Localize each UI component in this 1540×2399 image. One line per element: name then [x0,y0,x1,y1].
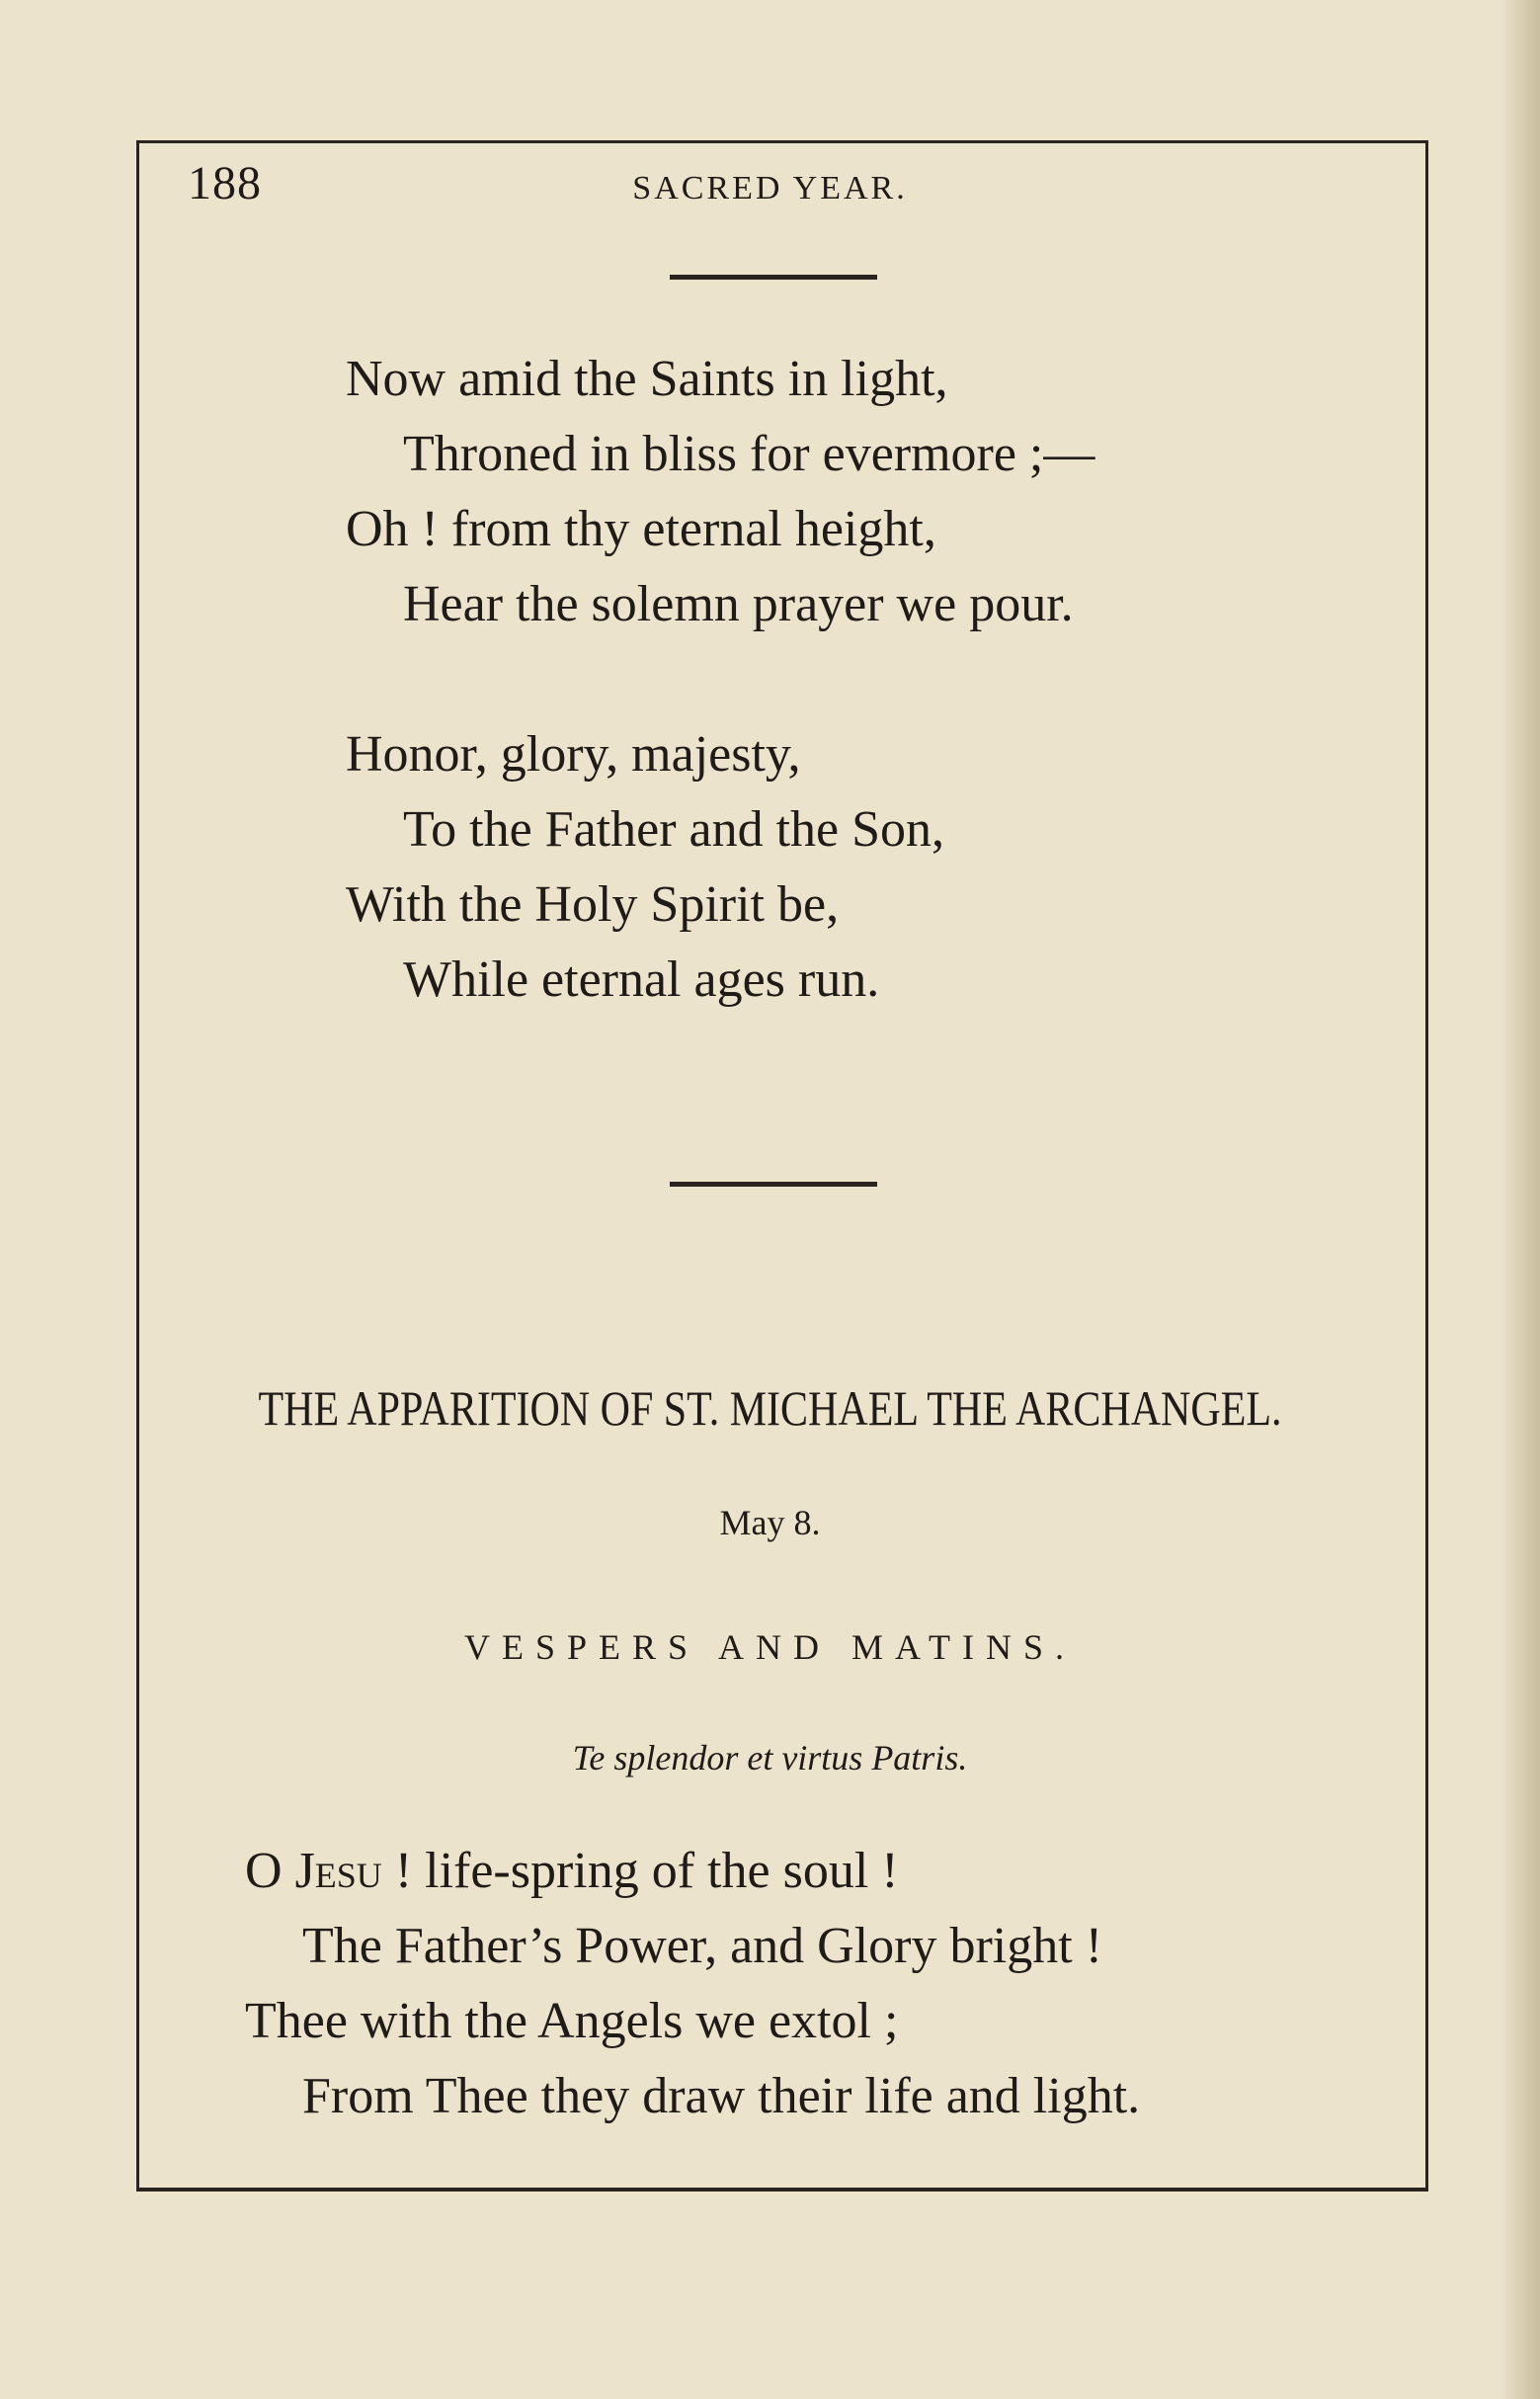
divine-name: Jesu [294,1843,382,1899]
verse-line: The Father’s Power, and Glory bright ! [302,1918,1103,1974]
verse-line: Now amid the Saints in light, [346,351,948,407]
verse-line: Honor, glory, majesty, [346,726,801,783]
latin-incipit: Te splendor et virtus Patris. [572,1738,968,1778]
page-number: 188 [188,157,262,209]
verse-line: With the Holy Spirit be, [346,876,840,933]
verse-line: From Thee they draw their life and light. [302,2068,1141,2124]
feast-date: May 8. [719,1503,821,1542]
verse-line: Oh ! from thy eternal height, [346,501,936,557]
stanza-three [245,1834,1140,2134]
running-title: SACRED YEAR. [632,170,908,207]
section-divider-rule [670,1182,877,1187]
office-heading: VESPERS AND MATINS. [463,1627,1077,1667]
verse-prefix: O [245,1843,295,1899]
verse-line: Hear the solemn prayer we pour. [403,576,1074,632]
stanza-one [346,342,1094,642]
feast-title: THE APPARITION OF ST. MICHAEL THE ARCHANGEL. [258,1380,1282,1436]
verse-line: Throned in bliss for evermore ;— [403,426,1095,482]
verse-text: ! life-spring of the soul ! [381,1843,899,1899]
stanza-two [346,717,944,1018]
verse-line: While eternal ages run. [403,951,880,1008]
top-ornamental-rule [670,275,877,280]
page-edge [1500,0,1540,2399]
verse-line: Thee with the Angels we extol ; [245,1993,899,2049]
verse-line [245,1834,1140,1909]
verse-line: To the Father and the Son, [403,801,945,858]
